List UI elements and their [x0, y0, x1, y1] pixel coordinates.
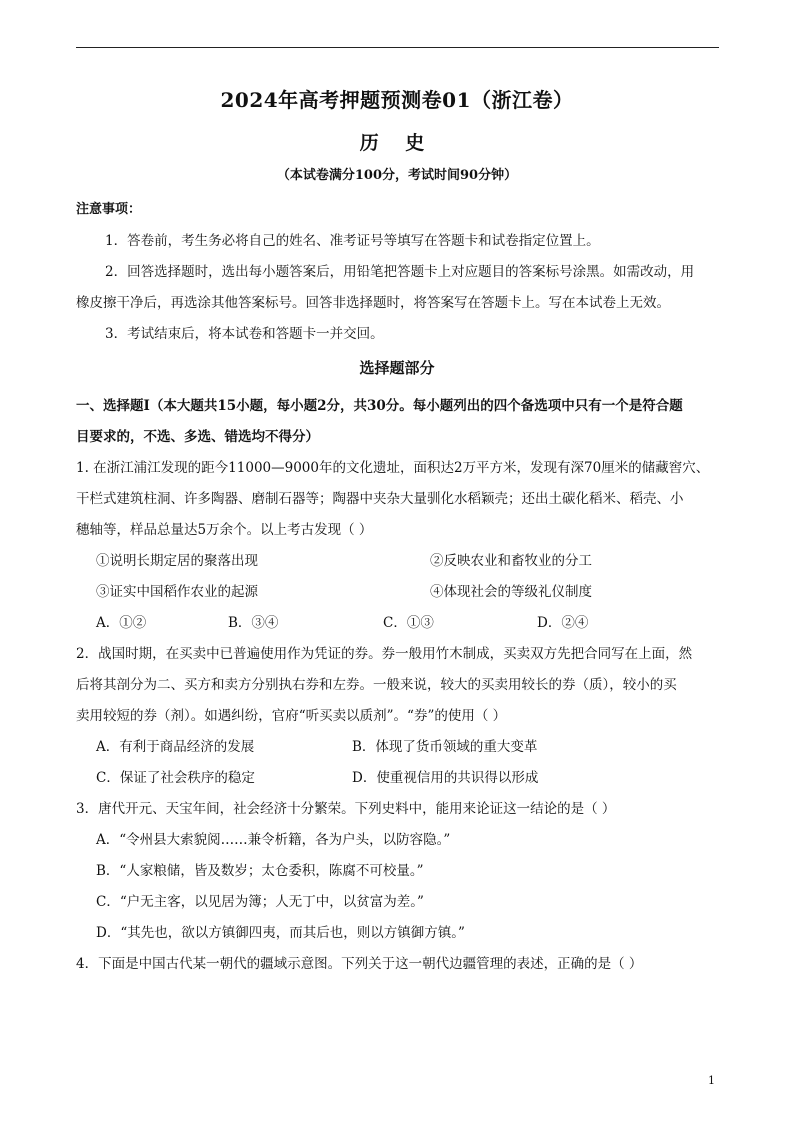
page-number: 1: [708, 1074, 715, 1087]
section-title: 选择题部分: [359, 359, 435, 377]
question-2-option-b: B．体现了货币领域的重大变革: [352, 739, 538, 755]
question-4-stem: 4．下面是中国古代某一朝代的疆域示意图。下列关于这一朝代边疆管理的表述，正确的是（ ）: [76, 956, 643, 972]
question-3-option-a: A．“令州县大索貌阅……兼令析籍，各为户头，以防容隐。”: [96, 832, 451, 848]
section-heading: 一、选择题Ⅰ（本大题共15小题，每小题2分，共30分。每小题列出的四个备选项中只有一个是符合题: [76, 398, 683, 414]
subject-title: 历 史: [359, 132, 435, 154]
exam-info: （本试卷满分100分，考试时间90分钟）: [276, 168, 518, 183]
question-2-stem: 卖用较短的券（剂）。如遇纠纷，官府“听买卖以质剂”。“券”的使用（ ）: [76, 708, 507, 724]
question-1-stem: 1. 在浙江浦江发现的距今11000—9000年的文化遗址，面积达2万平方米，发现有深70厘米的储藏窖穴、: [76, 460, 710, 476]
header-rule: [76, 47, 719, 48]
notice-line: 2．回答选择题时，选出每小题答案后，用铅笔把答题卡上对应题目的答案标号涂黑。如需改动，用: [105, 264, 695, 280]
question-1-statement: ④体现社会的等级礼仪制度: [430, 584, 592, 600]
notice-line: 橡皮擦干净后，再选涂其他答案标号。回答非选择题时，将答案写在答题卡上。写在本试卷上无效。: [76, 295, 670, 311]
question-3-option-d: D．“其先也，欲以方镇御四夷，而其后也，则以方镇御方镇。”: [96, 925, 465, 941]
question-1-statement: ②反映农业和畜牧业的分工: [430, 553, 592, 569]
notice-line: 1．答卷前，考生务必将自己的姓名、准考证号等填写在答题卡和试卷指定位置上。: [105, 233, 600, 249]
question-1-option-b: B．③④: [228, 615, 279, 631]
section-heading: 目要求的，不选、多选、错选均不得分）: [76, 429, 319, 445]
question-1-statement: ③证实中国稻作农业的起源: [96, 584, 258, 600]
question-1-statement: ①说明长期定居的聚落出现: [96, 553, 258, 569]
question-2-option-a: A．有利于商品经济的发展: [96, 739, 255, 755]
notice-line: 3．考试结束后，将本试卷和答题卡一并交回。: [105, 326, 384, 342]
question-1-option-c: C．①③: [383, 615, 434, 631]
question-2-option-c: C．保证了社会秩序的稳定: [96, 770, 255, 786]
question-1-option-a: A．①②: [96, 615, 147, 631]
question-1-stem: 干栏式建筑柱洞、许多陶器、磨制石器等；陶器中夹杂大量驯化水稻颖壳；还出土碳化稻米、稻壳、小: [76, 491, 684, 507]
notice-title: 注意事项：: [76, 202, 142, 217]
question-1-option-d: D．②④: [537, 615, 589, 631]
question-1-stem: 穗轴等，样品总量达5万余个。以上考古发现（ ）: [76, 522, 373, 538]
exam-title: 2024年高考押题预测卷01（浙江卷）: [220, 88, 574, 112]
question-3-option-b: B．“人家粮储，皆及数岁；太仓委积，陈腐不可校量。”: [96, 863, 424, 879]
question-3-stem: 3．唐代开元、天宝年间，社会经济十分繁荣。下列史料中，能用来论证这一结论的是（ ）: [76, 801, 616, 817]
question-2-stem: 2．战国时期，在买卖中已普遍使用作为凭证的券。券一般用竹木制成，买卖双方先把合同写在上面，然: [76, 646, 693, 662]
question-2-option-d: D．使重视信用的共识得以形成: [352, 770, 539, 786]
question-2-stem: 后将其剖分为二、买方和卖方分别执右券和左券。一般来说，较大的买卖用较长的券（质），较小的买: [76, 677, 677, 693]
question-3-option-c: C．“户无主客，以见居为簿；人无丁中，以贫富为差。”: [96, 894, 424, 910]
